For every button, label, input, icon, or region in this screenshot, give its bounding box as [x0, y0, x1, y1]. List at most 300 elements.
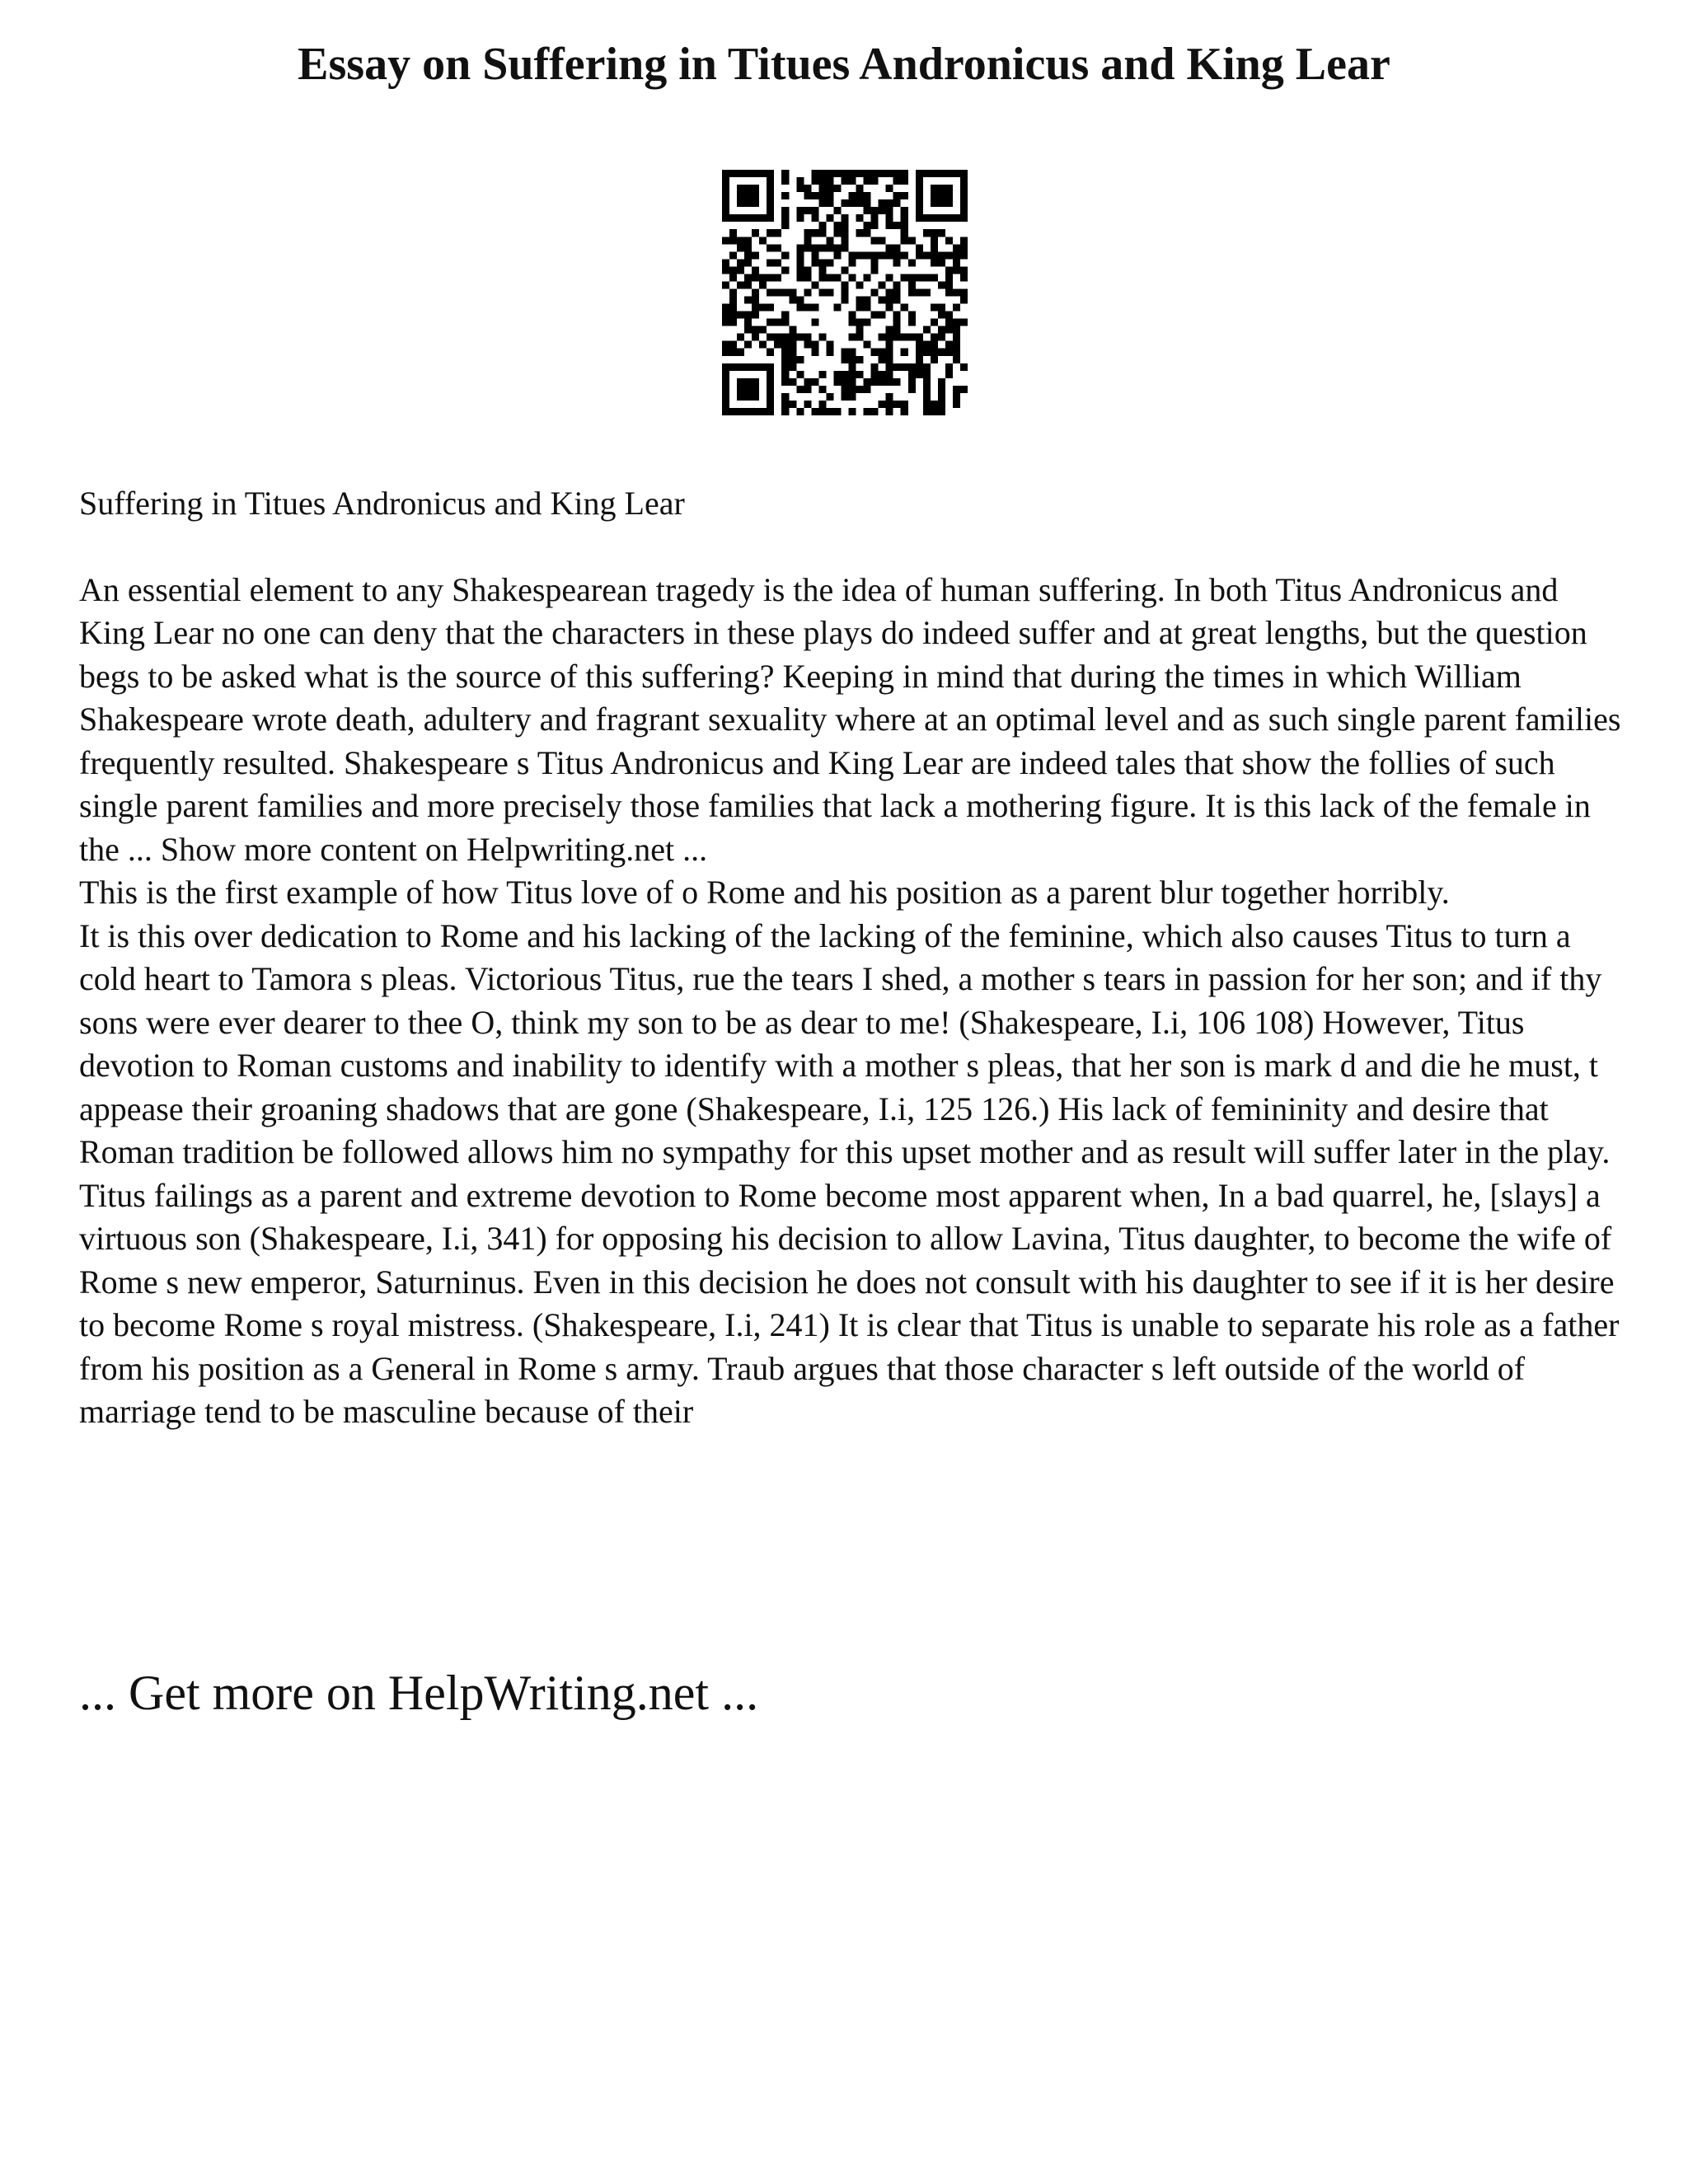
qr-module	[960, 266, 968, 274]
qr-module	[856, 199, 864, 207]
qr-module	[833, 222, 841, 229]
qr-module	[804, 378, 811, 386]
qr-module	[811, 229, 818, 237]
qr-module	[908, 259, 916, 266]
qr-module	[826, 393, 833, 401]
qr-module	[916, 288, 923, 296]
qr-module	[938, 386, 945, 393]
qr-module	[729, 408, 737, 415]
qr-module	[849, 312, 856, 319]
qr-module	[931, 334, 938, 341]
qr-module	[722, 207, 729, 214]
qr-module	[737, 281, 744, 288]
qr-module	[931, 185, 938, 192]
qr-module	[871, 259, 879, 266]
qr-module	[908, 363, 916, 371]
qr-module	[752, 170, 759, 177]
qr-module	[752, 363, 759, 371]
qr-module	[818, 386, 826, 393]
qr-module	[752, 386, 759, 393]
qr-module	[945, 288, 953, 296]
qr-module	[931, 349, 938, 356]
qr-module	[767, 207, 774, 214]
qr-module	[908, 319, 916, 326]
qr-module	[826, 237, 833, 244]
qr-module	[908, 288, 916, 296]
qr-module	[737, 192, 744, 199]
qr-module	[767, 304, 774, 312]
qr-module	[752, 192, 759, 199]
qr-module	[781, 177, 789, 185]
qr-module	[752, 229, 759, 237]
qr-module	[804, 229, 811, 237]
qr-module	[879, 349, 886, 356]
qr-module	[849, 199, 856, 207]
qr-module	[818, 192, 826, 199]
qr-module	[879, 356, 886, 363]
qr-module	[841, 378, 848, 386]
qr-module	[833, 371, 841, 378]
qr-module	[722, 192, 729, 199]
qr-module	[767, 363, 774, 371]
qr-module	[908, 334, 916, 341]
qr-module	[774, 229, 781, 237]
qr-module	[953, 304, 960, 312]
qr-module	[945, 266, 953, 274]
qr-module	[923, 401, 931, 408]
qr-module	[864, 304, 871, 312]
qr-module	[804, 266, 811, 274]
qr-module	[729, 319, 737, 326]
qr-module	[729, 274, 737, 281]
qr-module	[767, 408, 774, 415]
qr-module	[744, 185, 752, 192]
qr-module	[826, 214, 833, 222]
qr-module	[916, 356, 923, 363]
qr-module	[804, 244, 811, 251]
qr-module	[871, 170, 879, 177]
qr-module	[953, 251, 960, 259]
qr-module	[804, 304, 811, 312]
qr-module	[871, 177, 879, 185]
qr-module	[833, 170, 841, 177]
qr-module	[871, 312, 879, 319]
qr-module	[737, 349, 744, 356]
qr-module	[737, 408, 744, 415]
qr-module	[960, 251, 968, 259]
qr-module	[879, 199, 886, 207]
qr-module	[953, 334, 960, 341]
qr-module	[849, 259, 856, 266]
qr-module	[901, 192, 908, 199]
qr-module	[923, 341, 931, 349]
qr-module	[938, 349, 945, 356]
qr-module	[752, 274, 759, 281]
qr-module	[767, 349, 774, 356]
qr-module	[722, 266, 729, 274]
qr-module	[818, 334, 826, 341]
qr-module	[901, 304, 908, 312]
qr-module	[811, 177, 818, 185]
qr-module	[945, 251, 953, 259]
qr-module	[722, 199, 729, 207]
qr-module	[960, 319, 968, 326]
qr-module	[796, 386, 804, 393]
qr-module	[931, 237, 938, 244]
essay-subtitle: Suffering in Titues Andronicus and King Lear	[79, 485, 685, 522]
qr-module	[774, 274, 781, 281]
qr-module	[722, 371, 729, 378]
qr-module	[841, 281, 848, 288]
qr-module	[744, 341, 752, 349]
qr-module	[759, 214, 767, 222]
qr-module	[722, 393, 729, 401]
qr-module	[953, 393, 960, 401]
qr-module	[864, 251, 871, 259]
qr-module	[886, 185, 893, 192]
qr-module	[759, 281, 767, 288]
qr-module	[833, 207, 841, 214]
qr-module	[893, 192, 901, 199]
qr-module	[916, 341, 923, 349]
qr-module	[737, 259, 744, 266]
qr-module	[781, 251, 789, 259]
qr-module	[789, 334, 796, 341]
qr-module	[908, 281, 916, 288]
qr-module	[722, 349, 729, 356]
qr-module	[923, 288, 931, 296]
qr-module	[864, 192, 871, 199]
get-more-link[interactable]: ... Get more on HelpWriting.net ...	[79, 1666, 759, 1720]
qr-module	[945, 349, 953, 356]
qr-module	[781, 312, 789, 319]
qr-module	[774, 319, 781, 326]
qr-module	[864, 386, 871, 393]
qr-code-graphic	[722, 170, 968, 415]
qr-module	[908, 237, 916, 244]
qr-module	[871, 207, 879, 214]
qr-module	[811, 214, 818, 222]
qr-module	[960, 237, 968, 244]
qr-module	[953, 319, 960, 326]
qr-module	[826, 408, 833, 415]
qr-module	[722, 170, 729, 177]
qr-module	[945, 371, 953, 378]
qr-module	[759, 237, 767, 244]
qr-module	[767, 274, 774, 281]
qr-module	[945, 363, 953, 371]
qr-module	[818, 170, 826, 177]
qr-module	[789, 341, 796, 349]
qr-module	[931, 319, 938, 326]
qr-module	[744, 274, 752, 281]
qr-module	[826, 192, 833, 199]
qr-module	[893, 319, 901, 326]
qr-module	[886, 222, 893, 229]
qr-module	[744, 297, 752, 304]
qr-module	[916, 274, 923, 281]
qr-module	[931, 356, 938, 363]
qr-module	[923, 251, 931, 259]
qr-module	[864, 297, 871, 304]
qr-module	[767, 401, 774, 408]
qr-module	[789, 378, 796, 386]
qr-module	[826, 244, 833, 251]
qr-module	[804, 185, 811, 192]
qr-module	[938, 185, 945, 192]
qr-module	[841, 170, 848, 177]
qr-module	[752, 266, 759, 274]
qr-module	[841, 222, 848, 229]
qr-module	[916, 371, 923, 378]
qr-module	[923, 371, 931, 378]
qr-module	[744, 170, 752, 177]
qr-module	[789, 349, 796, 356]
qr-module	[841, 356, 848, 363]
qr-module	[879, 371, 886, 378]
qr-module	[833, 244, 841, 251]
qr-module	[916, 363, 923, 371]
qr-module	[960, 214, 968, 222]
qr-module	[744, 281, 752, 288]
qr-module	[901, 334, 908, 341]
essay-paragraph-2: This is the first example of how Titus love of o Rome and his position as a parent blur together horribly.	[79, 874, 1450, 911]
qr-module	[901, 363, 908, 371]
qr-module	[849, 192, 856, 199]
qr-module	[811, 170, 818, 177]
qr-module	[893, 288, 901, 296]
qr-module	[864, 222, 871, 229]
qr-module	[856, 214, 864, 222]
qr-module	[804, 192, 811, 199]
qr-module	[811, 259, 818, 266]
qr-module	[767, 319, 774, 326]
qr-module	[916, 334, 923, 341]
qr-module	[908, 386, 916, 393]
qr-module	[849, 408, 856, 415]
qr-module	[945, 185, 953, 192]
qr-module	[722, 304, 729, 312]
qr-module	[916, 170, 923, 177]
qr-module	[945, 199, 953, 207]
qr-module	[767, 371, 774, 378]
qr-module	[752, 185, 759, 192]
qr-module	[818, 266, 826, 274]
qr-module	[744, 312, 752, 319]
qr-module	[781, 401, 789, 408]
qr-module	[908, 274, 916, 281]
qr-module	[729, 251, 737, 259]
qr-module	[931, 401, 938, 408]
qr-module	[804, 401, 811, 408]
qr-module	[960, 207, 968, 214]
qr-module	[849, 356, 856, 363]
qr-module	[916, 244, 923, 251]
qr-module	[893, 251, 901, 259]
qr-module	[722, 177, 729, 185]
qr-module	[826, 341, 833, 349]
qr-module	[752, 393, 759, 401]
qr-module	[886, 297, 893, 304]
qr-module	[849, 334, 856, 341]
qr-module	[737, 363, 744, 371]
qr-module	[781, 170, 789, 177]
qr-module	[781, 408, 789, 415]
qr-module	[908, 312, 916, 319]
qr-module	[781, 378, 789, 386]
qr-module	[722, 386, 729, 393]
qr-module	[796, 185, 804, 192]
qr-module	[767, 185, 774, 192]
qr-module	[744, 214, 752, 222]
qr-module	[893, 401, 901, 408]
qr-module	[931, 214, 938, 222]
qr-module	[923, 363, 931, 371]
qr-module	[767, 334, 774, 341]
qr-module	[938, 192, 945, 199]
qr-module	[931, 199, 938, 207]
qr-module	[752, 251, 759, 259]
qr-module	[893, 199, 901, 207]
qr-module	[811, 319, 818, 326]
qr-module	[923, 274, 931, 281]
qr-module	[737, 312, 744, 319]
qr-module	[796, 334, 804, 341]
qr-module	[804, 207, 811, 214]
qr-module	[744, 244, 752, 251]
qr-module	[826, 349, 833, 356]
qr-module	[796, 408, 804, 415]
qr-module	[781, 222, 789, 229]
qr-module	[886, 334, 893, 341]
qr-module	[901, 251, 908, 259]
qr-module	[901, 349, 908, 356]
qr-module	[938, 199, 945, 207]
qr-module	[901, 229, 908, 237]
qr-module	[938, 304, 945, 312]
essay-paragraph-1: An essential element to any Shakespearean tragedy is the idea of human suffering. In both Titus Andronicus and King Lear no one can deny that the characters in these plays do indeed suffer and at great lengths, but the question begs to be asked what is the source of this suffering? Keeping in mind that during the times in which William Shakespeare wrote death, adultery and fragrant sexuality where at an optimal level and as such single parent families frequently resulted. Shakespeare s Titus Andronicus and King Lear are indeed tales that show the follies of such single parent families and more precisely those families that lack a mothering figure. It is this lack of the female in the ... Show more content on Helpwriting.net ...	[79, 570, 1621, 868]
qr-module	[804, 288, 811, 296]
qr-module	[864, 274, 871, 281]
qr-module	[737, 244, 744, 251]
qr-module	[729, 349, 737, 356]
qr-module	[818, 371, 826, 378]
qr-module	[923, 386, 931, 393]
qr-module	[856, 185, 864, 192]
qr-module	[781, 393, 789, 401]
qr-module	[879, 207, 886, 214]
qr-module	[923, 378, 931, 386]
qr-module	[960, 297, 968, 304]
qr-module	[767, 386, 774, 393]
qr-module	[744, 363, 752, 371]
qr-module	[811, 349, 818, 356]
qr-module	[796, 214, 804, 222]
qr-module	[953, 288, 960, 296]
qr-module	[945, 312, 953, 319]
qr-module	[789, 288, 796, 296]
qr-module	[938, 229, 945, 237]
qr-module	[849, 386, 856, 393]
qr-module	[953, 401, 960, 408]
qr-module	[833, 408, 841, 415]
qr-module	[938, 334, 945, 341]
qr-module	[864, 229, 871, 237]
qr-module	[722, 363, 729, 371]
qr-module	[901, 408, 908, 415]
qr-module	[737, 170, 744, 177]
qr-module	[796, 304, 804, 312]
qr-module	[871, 371, 879, 378]
qr-module	[960, 185, 968, 192]
qr-module	[938, 214, 945, 222]
qr-module	[729, 312, 737, 319]
qr-module	[864, 408, 871, 415]
qr-module	[886, 363, 893, 371]
qr-module	[796, 356, 804, 363]
qr-module	[818, 199, 826, 207]
qr-module	[744, 319, 752, 326]
qr-module	[811, 408, 818, 415]
qr-module	[901, 177, 908, 185]
qr-module	[879, 281, 886, 288]
qr-module	[767, 229, 774, 237]
qr-module	[960, 288, 968, 296]
qr-module	[833, 378, 841, 386]
qr-module	[938, 401, 945, 408]
qr-module	[789, 363, 796, 371]
qr-module	[871, 363, 879, 371]
qr-module	[722, 185, 729, 192]
qr-module	[767, 378, 774, 386]
qr-module	[893, 281, 901, 288]
qr-module	[818, 229, 826, 237]
qr-module	[886, 408, 893, 415]
qr-module	[864, 199, 871, 207]
qr-module	[781, 341, 789, 349]
qr-module	[729, 237, 737, 244]
qr-module	[856, 251, 864, 259]
qr-module	[841, 177, 848, 185]
qr-module	[871, 288, 879, 296]
qr-module	[737, 266, 744, 274]
qr-module	[781, 207, 789, 214]
qr-module	[841, 297, 848, 304]
qr-module	[960, 192, 968, 199]
qr-module	[722, 259, 729, 266]
qr-module	[886, 326, 893, 334]
qr-module	[893, 363, 901, 371]
qr-module	[767, 192, 774, 199]
qr-module	[945, 326, 953, 334]
qr-module	[945, 319, 953, 326]
qr-module	[871, 237, 879, 244]
qr-module	[864, 341, 871, 349]
qr-module	[826, 288, 833, 296]
qr-module	[811, 378, 818, 386]
qr-module	[856, 192, 864, 199]
qr-module	[767, 177, 774, 185]
qr-module	[938, 393, 945, 401]
qr-module	[886, 349, 893, 356]
qr-module	[744, 393, 752, 401]
qr-module	[796, 207, 804, 214]
qr-module	[879, 334, 886, 341]
qr-module	[879, 237, 886, 244]
document-title: Essay on Suffering in Titues Andronicus and King Lear	[298, 39, 1390, 90]
qr-module	[886, 274, 893, 281]
qr-module	[953, 386, 960, 393]
